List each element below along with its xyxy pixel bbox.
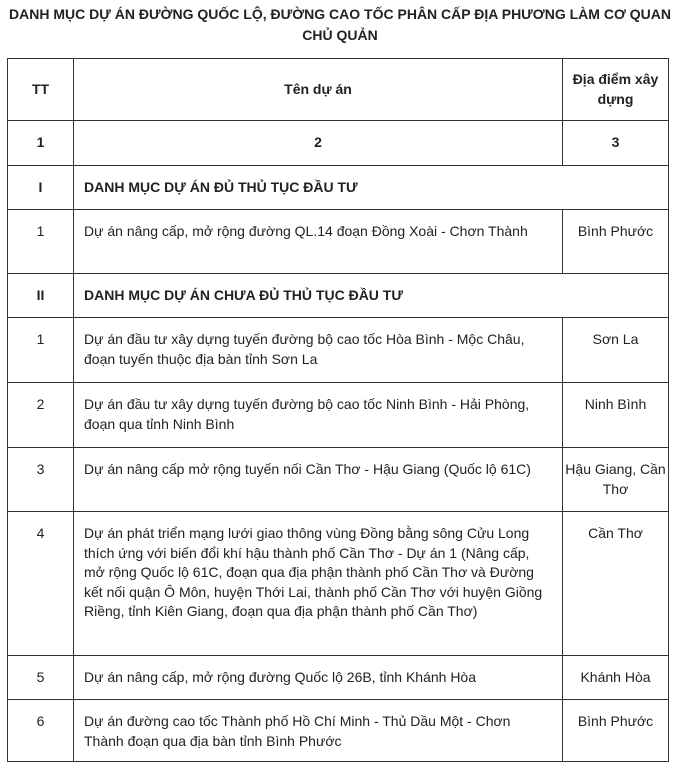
- header-name: Tên dự án: [74, 59, 563, 121]
- section-title: DANH MỤC DỰ ÁN ĐỦ THỦ TỤC ĐẦU TƯ: [74, 166, 669, 210]
- row-project-name: Dự án đường cao tốc Thành phố Hồ Chí Minh - Thủ Dầu Một - Chơn Thành đoạn qua địa bàn tỉnh Bình Phước: [74, 700, 563, 762]
- row-location: Hậu Giang, Cần Thơ: [563, 448, 669, 512]
- row-tt: 2: [8, 383, 74, 448]
- row-location: Sơn La: [563, 318, 669, 383]
- numbering-name: 2: [74, 121, 563, 166]
- section-row: [8, 274, 669, 318]
- row-project-name: Dự án đầu tư xây dựng tuyến đường bộ cao tốc Hòa Bình - Mộc Châu, đoạn tuyến thuộc địa bàn tỉnh Sơn La: [74, 318, 563, 383]
- section-number: I: [8, 166, 74, 210]
- row-tt: 5: [8, 656, 74, 700]
- numbering-tt: 1: [8, 121, 74, 166]
- project-table: [7, 58, 669, 762]
- row-project-name: Dự án phát triển mạng lưới giao thông vùng Đồng bằng sông Cửu Long thích ứng với biến đổi khí hậu thành phố Cần Thơ - Dự án 1 (Nâng cấp, mở rộng Quốc lộ 61C, đoạn qua địa phận thành phố Cần Thơ và Đường kết nối quận Ô Môn, huyện Thới Lai, thành phố Cần Thơ với huyện Giồng Riềng, tỉnh Kiên Giang, đoạn qua địa phận thành phố Cần Thơ): [74, 512, 563, 656]
- section-title: DANH MỤC DỰ ÁN CHƯA ĐỦ THỦ TỤC ĐẦU TƯ: [74, 274, 669, 318]
- row-tt: 4: [8, 512, 74, 656]
- section-number: II: [8, 274, 74, 318]
- table-row: [8, 318, 669, 383]
- row-tt: 6: [8, 700, 74, 762]
- row-project-name: Dự án nâng cấp mở rộng tuyến nối Cần Thơ - Hậu Giang (Quốc lộ 61C): [74, 448, 563, 512]
- row-tt: 1: [8, 318, 74, 383]
- page-title: DANH MỤC DỰ ÁN ĐƯỜNG QUỐC LỘ, ĐƯỜNG CAO TỐC PHÂN CẤP ĐỊA PHƯƠNG LÀM CƠ QUAN CHỦ QUẢN: [9, 6, 671, 43]
- table-header-row: [8, 59, 669, 121]
- row-project-name: Dự án đầu tư xây dựng tuyến đường bộ cao tốc Ninh Bình - Hải Phòng, đoạn qua tỉnh Ninh Bình: [74, 383, 563, 448]
- row-tt: 1: [8, 210, 74, 274]
- table-row: [8, 383, 669, 448]
- table-row: [8, 700, 669, 762]
- table-row: [8, 656, 669, 700]
- header-tt: TT: [8, 59, 74, 121]
- row-location: Khánh Hòa: [563, 656, 669, 700]
- table-row: [8, 210, 669, 274]
- section-row: [8, 166, 669, 210]
- row-project-name: Dự án nâng cấp, mở rộng đường QL.14 đoạn Đồng Xoài - Chơn Thành: [74, 210, 563, 274]
- numbering-location: 3: [563, 121, 669, 166]
- table-row: [8, 448, 669, 512]
- row-location: Cần Thơ: [563, 512, 669, 656]
- row-tt: 3: [8, 448, 74, 512]
- row-location: Bình Phước: [563, 210, 669, 274]
- row-location: Bình Phước: [563, 700, 669, 762]
- table-row: [8, 512, 669, 656]
- header-location: Địa điểm xây dựng: [563, 59, 669, 121]
- row-location: Ninh Bình: [563, 383, 669, 448]
- row-project-name: Dự án nâng cấp, mở rộng đường Quốc lộ 26B, tỉnh Khánh Hòa: [74, 656, 563, 700]
- numbering-row: [8, 121, 669, 166]
